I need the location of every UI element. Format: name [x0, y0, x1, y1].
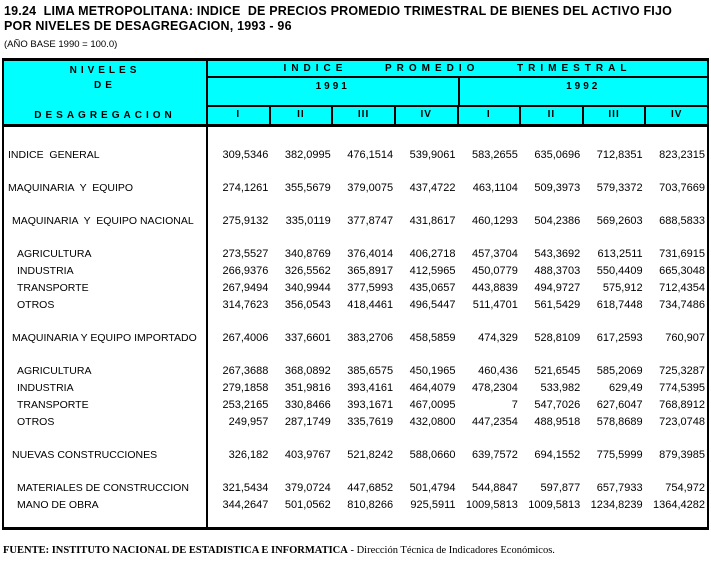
value-cell: 326,182	[228, 448, 269, 461]
row-label: MANO DE OBRA	[17, 498, 99, 511]
value-cell: 585,2069	[596, 364, 643, 377]
value-cell: 723,0748	[659, 415, 705, 428]
value-cell: 768,8912	[659, 398, 705, 411]
row-label: OTROS	[17, 298, 55, 311]
table-row	[4, 496, 707, 513]
value-cell: 588,0660	[409, 448, 456, 461]
value-cell: 403,9767	[284, 448, 331, 461]
value-cell: 351,9816	[284, 381, 331, 394]
value-cell: 267,9494	[222, 281, 269, 294]
value-cell: 279,1858	[222, 381, 269, 394]
row-label: TRANSPORTE	[17, 281, 89, 294]
table-row	[4, 279, 707, 296]
levels-header-cell	[4, 61, 208, 124]
value-cell: 432,0800	[409, 415, 456, 428]
value-cell: 925,5911	[410, 498, 456, 511]
value-cell: 287,1749	[284, 415, 331, 428]
value-cell: 393,4161	[347, 381, 394, 394]
value-cell: 368,0892	[284, 364, 331, 377]
value-cell: 377,8747	[347, 214, 394, 227]
value-cell: 613,2511	[597, 247, 643, 260]
table-row	[4, 296, 707, 313]
value-cell: 569,2603	[596, 214, 643, 227]
value-cell: 703,7669	[659, 181, 705, 194]
value-cell: 1009,5813	[465, 498, 518, 511]
value-cell: 1234,8239	[590, 498, 643, 511]
table-row	[4, 179, 707, 196]
value-cell: 810,8266	[347, 498, 394, 511]
quarter-header-1991-I: I	[236, 109, 241, 120]
base-year-note: (AÑO BASE 1990 = 100.0)	[4, 39, 118, 50]
footer	[3, 545, 711, 556]
value-cell: 583,2655	[471, 148, 518, 161]
value-cell: 754,972	[665, 481, 705, 494]
value-cell: 521,6545	[534, 364, 581, 377]
value-cell: 379,0075	[347, 181, 394, 194]
value-cell: 273,5527	[222, 247, 269, 260]
value-cell: 447,2354	[471, 415, 518, 428]
value-cell: 365,8917	[347, 264, 394, 277]
value-cell: 635,0696	[534, 148, 581, 161]
price-index-table	[2, 58, 709, 530]
value-cell: 379,0724	[284, 481, 331, 494]
table-row	[4, 212, 707, 229]
row-label: MATERIALES DE CONSTRUCCION	[17, 481, 189, 494]
value-cell: 657,7933	[596, 481, 643, 494]
quarter-header-1991-IV: IV	[394, 107, 457, 124]
row-label: MAQUINARIA Y EQUIPO IMPORTADO	[12, 331, 197, 344]
value-cell: 618,7448	[596, 298, 643, 311]
table-body	[4, 127, 707, 527]
value-cell: 406,2718	[409, 247, 456, 260]
value-cell: 629,49	[608, 381, 643, 394]
value-cell: 356,0543	[284, 298, 331, 311]
value-cell: 775,5999	[596, 448, 643, 461]
value-cell: 458,5859	[409, 331, 456, 344]
table-header	[4, 61, 707, 127]
quarter-header-1991-II: II	[269, 107, 332, 124]
row-label: AGRICULTURA	[17, 364, 92, 377]
value-cell: 725,3287	[659, 364, 705, 377]
value-cell: 579,3372	[596, 181, 643, 194]
value-cell: 578,8689	[596, 415, 643, 428]
value-cell: 688,5833	[659, 214, 705, 227]
value-cell: 457,3704	[471, 247, 518, 260]
value-cell: 377,5993	[347, 281, 394, 294]
value-cell: 267,4006	[222, 331, 269, 344]
value-cell: 418,4461	[347, 298, 394, 311]
table-row	[4, 329, 707, 346]
row-label: OTROS	[17, 415, 55, 428]
value-cell: 385,6575	[347, 364, 394, 377]
row-label: MAQUINARIA Y EQUIPO	[8, 181, 134, 194]
value-cell: 488,9518	[534, 415, 581, 428]
value-cell: 528,8109	[534, 331, 581, 344]
value-cell: 504,2386	[534, 214, 581, 227]
value-cell: 734,7486	[659, 298, 705, 311]
quarter-header-1992-IV: IV	[644, 107, 707, 124]
value-cell: 694,1552	[534, 448, 581, 461]
value-cell: 460,1293	[471, 214, 518, 227]
page-title-line-2: POR NIVELES DE DESAGREGACION, 1993 - 96	[4, 19, 292, 33]
value-cell: 760,907	[665, 331, 705, 344]
value-cell: 474,329	[478, 331, 518, 344]
value-cell: 575,912	[602, 281, 643, 294]
value-cell: 266,9376	[222, 264, 269, 277]
value-cell: 337,6601	[284, 331, 331, 344]
value-cell: 1364,4282	[653, 498, 705, 511]
value-cell: 501,4794	[409, 481, 456, 494]
value-cell: 501,0562	[284, 498, 331, 511]
value-cell: 447,6852	[347, 481, 394, 494]
value-cell: 533,982	[540, 381, 581, 394]
table-row	[4, 379, 707, 396]
value-cell: 253,2165	[222, 398, 269, 411]
table-row	[4, 446, 707, 463]
index-header-section	[208, 61, 707, 124]
value-cell: 823,2315	[659, 148, 705, 161]
value-cell: 712,4354	[659, 281, 705, 294]
value-cell: 597,877	[540, 481, 581, 494]
levels-header-line-3: DESAGREGACION	[34, 110, 176, 121]
value-cell: 731,6915	[659, 247, 705, 260]
value-cell: 309,5346	[222, 148, 269, 161]
value-cell: 376,4014	[347, 247, 394, 260]
value-cell: 639,7572	[471, 448, 518, 461]
table-row	[4, 262, 707, 279]
column-divider-line	[206, 127, 208, 527]
index-title-header: INDICE PROMEDIO TRIMESTRAL	[208, 61, 707, 78]
value-cell: 476,1514	[347, 148, 394, 161]
value-cell: 1009,5813	[528, 498, 581, 511]
row-label: AGRICULTURA	[17, 247, 92, 260]
value-cell: 437,4722	[409, 181, 456, 194]
quarter-header-1992-II: II	[519, 107, 582, 124]
page-title-line-1: 19.24 LIMA METROPOLITANA: INDICE DE PRECIOS PROMEDIO TRIMESTRAL DE BIENES DEL ACTIVO FIJO	[4, 4, 673, 18]
row-label: TRANSPORTE	[17, 398, 89, 411]
table-row	[4, 396, 707, 413]
value-cell: 443,8839	[471, 281, 518, 294]
value-cell: 464,4079	[409, 381, 456, 394]
value-cell: 774,5395	[659, 381, 705, 394]
row-label: NUEVAS CONSTRUCCIONES	[12, 448, 158, 461]
value-cell: 488,3703	[534, 264, 581, 277]
value-cell: 509,3973	[534, 181, 581, 194]
value-cell: 330,8466	[284, 398, 331, 411]
source-text-rest: - Dirección Técnica de Indicadores Económicos.	[347, 545, 555, 556]
title-block	[0, 0, 711, 50]
row-label: INDICE GENERAL	[8, 148, 100, 161]
source-text-bold: FUENTE: INSTITUTO NACIONAL DE ESTADISTICA E INFORMATICA	[3, 545, 348, 556]
value-cell: 335,7619	[347, 415, 394, 428]
value-cell: 393,1671	[347, 398, 394, 411]
value-cell: 879,3985	[659, 448, 705, 461]
value-cell: 267,3688	[222, 364, 269, 377]
quarter-header-1992-III: III	[582, 107, 645, 124]
value-cell: 412,5965	[409, 264, 456, 277]
value-cell: 344,2647	[222, 498, 269, 511]
value-cell: 712,8351	[596, 148, 643, 161]
year-header-row	[208, 78, 707, 107]
value-cell: 355,5679	[284, 181, 331, 194]
table-row	[4, 245, 707, 262]
value-cell: 627,6047	[596, 398, 643, 411]
row-label: INDUSTRIA	[17, 381, 74, 394]
quarter-header-row	[208, 107, 707, 124]
value-cell: 335,0119	[285, 214, 331, 227]
levels-header-line-2: DE	[94, 80, 116, 91]
value-cell: 463,1104	[472, 181, 518, 194]
value-cell: 275,9132	[222, 214, 269, 227]
value-cell: 326,5562	[284, 264, 331, 277]
table-row	[4, 413, 707, 430]
value-cell: 431,8617	[409, 214, 456, 227]
value-cell: 340,8769	[284, 247, 331, 260]
table-row	[4, 362, 707, 379]
quarter-header-1992-I: I	[457, 107, 520, 124]
value-cell: 321,5434	[222, 481, 269, 494]
value-cell: 550,4409	[596, 264, 643, 277]
table-row	[4, 146, 707, 163]
value-cell: 478,2304	[471, 381, 518, 394]
value-cell: 450,0779	[471, 264, 518, 277]
value-cell: 7	[511, 398, 518, 411]
value-cell: 521,8242	[347, 448, 394, 461]
year-header-1991: 1991	[315, 81, 350, 92]
value-cell: 249,957	[228, 415, 269, 428]
value-cell: 496,5447	[409, 298, 456, 311]
value-cell: 435,0657	[409, 281, 456, 294]
value-cell: 382,0995	[284, 148, 331, 161]
table-row	[4, 479, 707, 496]
value-cell: 539,9061	[409, 148, 456, 161]
value-cell: 467,0095	[409, 398, 456, 411]
value-cell: 617,2593	[596, 331, 643, 344]
value-cell: 314,7623	[222, 298, 269, 311]
value-cell: 274,1261	[222, 181, 269, 194]
value-cell: 340,9944	[284, 281, 331, 294]
value-cell: 450,1965	[409, 364, 456, 377]
value-cell: 383,2706	[347, 331, 394, 344]
value-cell: 460,436	[478, 364, 518, 377]
row-label: INDUSTRIA	[17, 264, 74, 277]
quarter-header-1991-III: III	[331, 107, 394, 124]
value-cell: 544,8847	[471, 481, 518, 494]
value-cell: 561,5429	[534, 298, 581, 311]
value-cell: 665,3048	[659, 264, 705, 277]
value-cell: 511,4701	[472, 298, 518, 311]
levels-header-line-1: NIVELES	[69, 65, 141, 76]
row-label: MAQUINARIA Y EQUIPO NACIONAL	[12, 214, 194, 227]
value-cell: 543,3692	[534, 247, 581, 260]
value-cell: 547,7026	[534, 398, 581, 411]
value-cell: 494,9727	[534, 281, 581, 294]
year-header-1992: 1992	[458, 78, 708, 105]
